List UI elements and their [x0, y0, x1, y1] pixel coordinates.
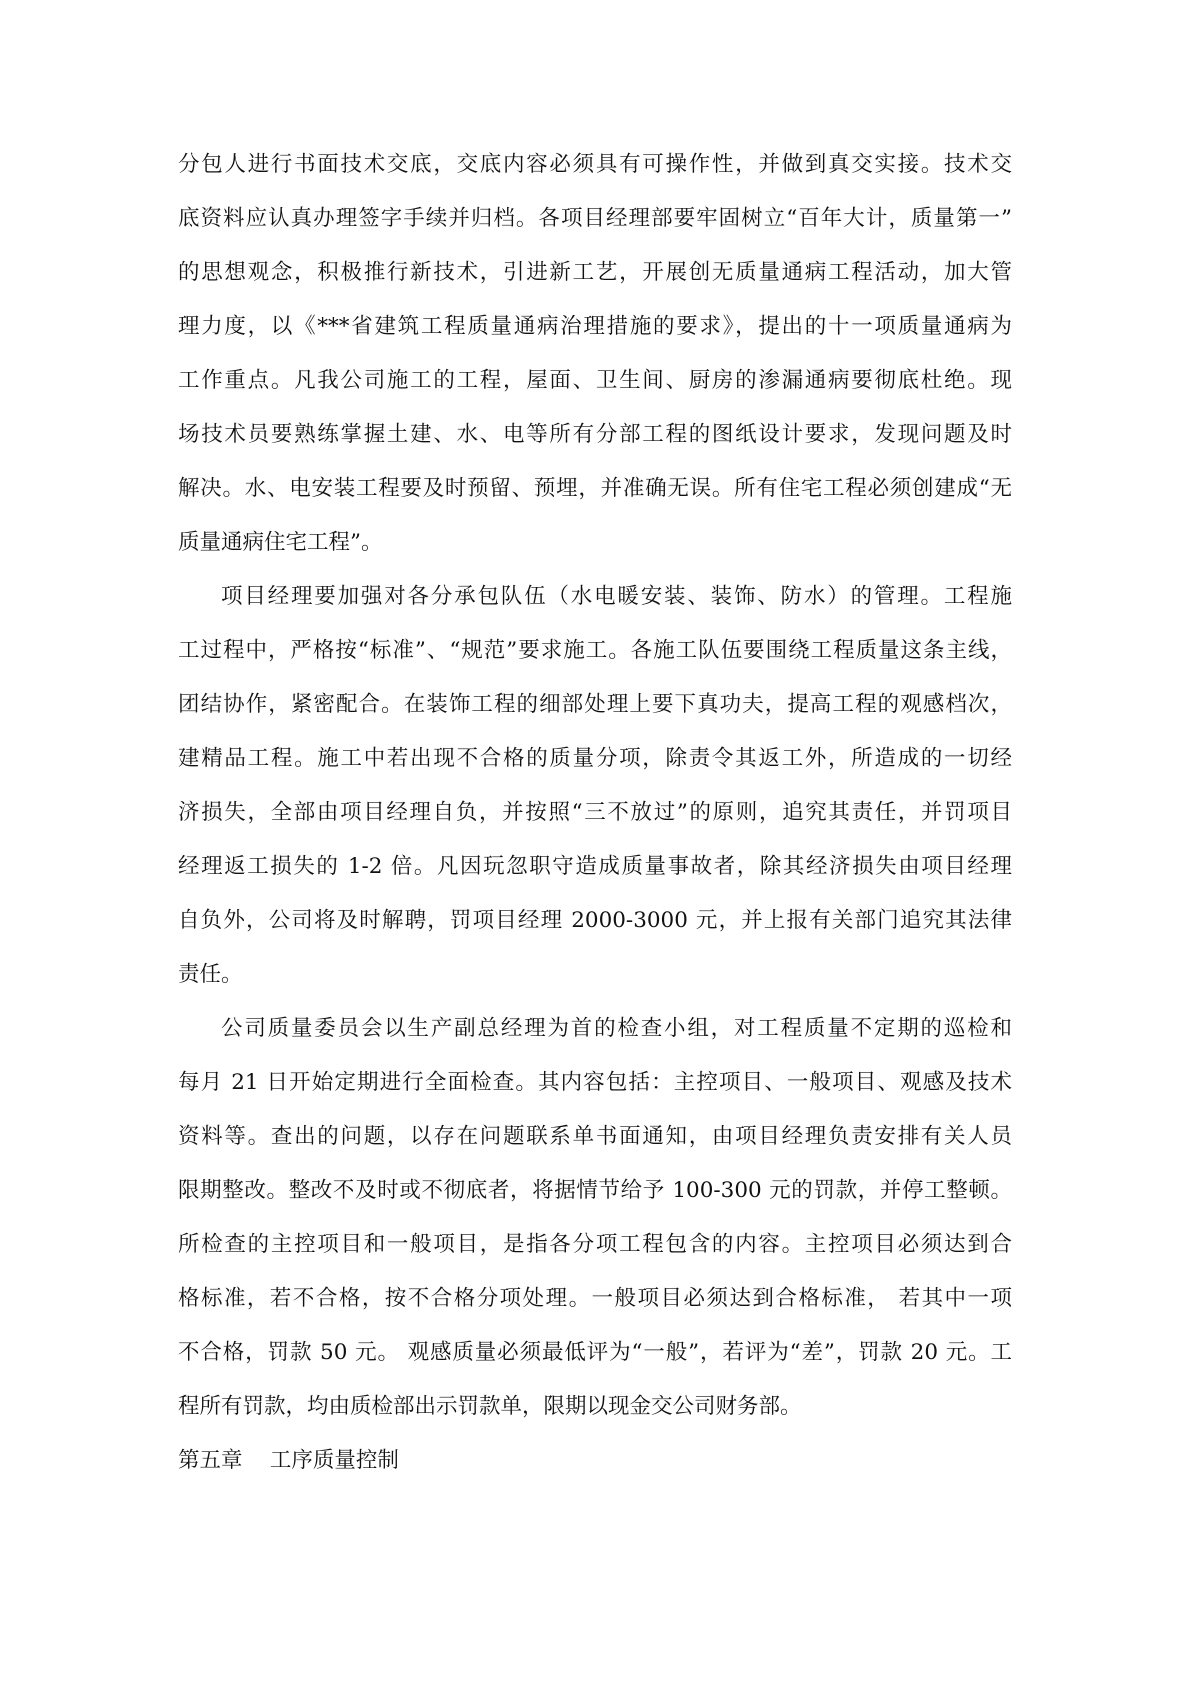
paragraph-1-line-1: 分包人进行书面技术交底，交底内容必须具有可操作性，并做到真交实接。技术交 — [178, 152, 1012, 177]
paragraph-1-line-2: 底资料应认真办理签字手续并归档。各项目经理部要牢固树立“百年大计，质量第一” — [178, 206, 1012, 231]
paragraph-2-line-4: 建精品工程。施工中若出现不合格的质量分项，除责令其返工外，所造成的一切经 — [178, 746, 1012, 771]
paragraph-1-line-3: 的思想观念，积极推行新技术，引进新工艺，开展创无质量通病工程活动，加大管 — [178, 260, 1012, 285]
paragraph-1-line-8: 质量通病住宅工程”。 — [178, 530, 383, 555]
paragraph-3-line-4: 限期整改。整改不及时或不彻底者，将据情节给予 100-300 元的罚款，并停工整顿。 — [178, 1178, 1012, 1203]
paragraph-3-line-5: 所检查的主控项目和一般项目，是指各分项工程包含的内容。主控项目必须达到合 — [178, 1232, 1012, 1257]
paragraph-2-line-6: 经理返工损失的 1-2 倍。凡因玩忽职守造成质量事故者，除其经济损失由项目经理 — [178, 854, 1012, 879]
paragraph-2-line-7: 自负外，公司将及时解聘，罚项目经理 2000-3000 元，并上报有关部门追究其法律 — [178, 908, 1012, 933]
paragraph-1-line-4: 理力度，以《***省建筑工程质量通病治理措施的要求》，提出的十一项质量通病为 — [178, 314, 1012, 339]
paragraph-2-line-2: 工过程中，严格按“标准”、“规范”要求施工。各施工队伍要围绕工程质量这条主线， — [178, 638, 1012, 663]
paragraph-1-line-7: 解决。水、电安装工程要及时预留、预埋，并准确无误。所有住宅工程必须创建成“无 — [178, 476, 1012, 501]
paragraph-3-line-7: 不合格，罚款 50 元。 观感质量必须最低评为“一般”，若评为“差”，罚款 20 元。工 — [178, 1340, 1012, 1365]
paragraph-3-line-1: 公司质量委员会以生产副总经理为首的检查小组，对工程质量不定期的巡检和 — [221, 1016, 1012, 1041]
paragraph-1-line-6: 场技术员要熟练掌握土建、水、电等所有分部工程的图纸设计要求，发现问题及时 — [178, 422, 1012, 447]
paragraph-3-line-8: 程所有罚款，均由质检部出示罚款单，限期以现金交公司财务部。 — [178, 1394, 802, 1419]
paragraph-2-line-1: 项目经理要加强对各分承包队伍（水电暖安装、装饰、防水）的管理。工程施 — [221, 584, 1012, 609]
paragraph-3-line-3: 资料等。查出的问题，以存在问题联系单书面通知，由项目经理负责安排有关人员 — [178, 1124, 1012, 1149]
paragraph-1-line-5: 工作重点。凡我公司施工的工程，屋面、卫生间、厨房的渗漏通病要彻底杜绝。现 — [178, 368, 1012, 393]
paragraph-2-line-3: 团结协作，紧密配合。在装饰工程的细部处理上要下真功夫，提高工程的观感档次， — [178, 692, 1012, 717]
chapter-heading: 第五章 工序质量控制 — [178, 1448, 399, 1473]
paragraph-2-line-5: 济损失，全部由项目经理自负，并按照“三不放过”的原则，追究其责任，并罚项目 — [178, 800, 1012, 825]
paragraph-3-line-2: 每月 21 日开始定期进行全面检查。其内容包括：主控项目、一般项目、观感及技术 — [178, 1070, 1012, 1095]
paragraph-3-line-6: 格标准，若不合格，按不合格分项处理。一般项目必须达到合格标准， 若其中一项 — [178, 1286, 1012, 1311]
paragraph-2-line-8: 责任。 — [178, 962, 243, 987]
